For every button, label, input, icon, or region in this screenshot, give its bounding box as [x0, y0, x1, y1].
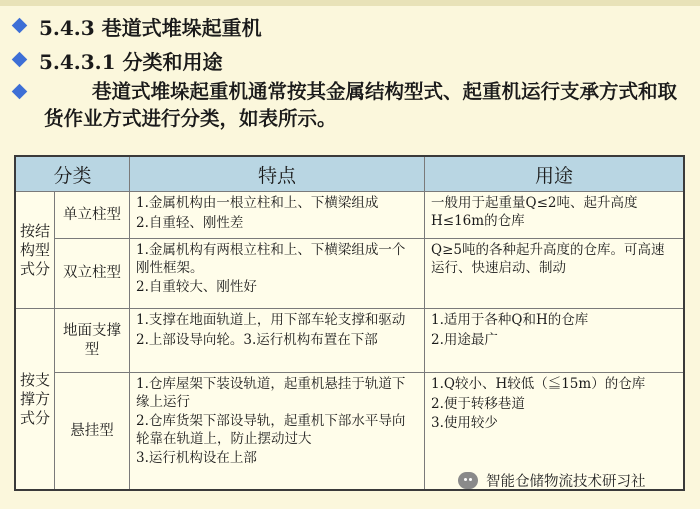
section-heading [14, 12, 262, 41]
section-heading-text: 5.4.3 巷道式堆垛起重机 [39, 16, 262, 40]
feature-line: 1.金属机构由一根立柱和上、下横梁组成 [136, 195, 379, 211]
uses-cell [425, 309, 685, 373]
category-cell: 按结构型式分 [15, 192, 55, 309]
intro-paragraph [14, 78, 686, 132]
intro-paragraph-text: 巷道式堆垛起重机通常按其金属结构型式、起重机运行支承方式和取货作业方式进行分类，如表所示。 [44, 80, 678, 130]
feature-line: 3.运行机构设在上部 [136, 450, 257, 466]
use-line: 2.用途最广 [431, 331, 498, 348]
diamond-bullet-icon [12, 18, 28, 34]
subcategory-cell: 单立柱型 [55, 192, 130, 239]
table-row [15, 309, 684, 373]
feature-line: 1.金属机构有两根立柱和上、下横梁组成一个刚性框架。 [136, 242, 406, 276]
feature-line: 2.自重较大、刚性好 [136, 279, 257, 295]
feature-line: 2.上部设导向轮。3.运行机构布置在下部 [136, 331, 378, 348]
table-row [15, 192, 684, 239]
features-cell [130, 309, 425, 373]
watermark-text: 智能仓储物流技术研习社 [486, 474, 646, 490]
feature-line: 1.仓库屋架下装设轨道，起重机悬挂于轨道下缘上运行 [136, 376, 406, 410]
header-uses: 用途 [425, 156, 685, 192]
features-cell [130, 373, 425, 491]
top-border [0, 0, 700, 6]
feature-line: 1.支撑在地面轨道上，用下部车轮支撑和驱动 [136, 312, 406, 328]
use-line: 1.Q较小、H较低（≦15m）的仓库 [431, 376, 646, 392]
subsection-heading [14, 46, 223, 75]
uses-cell [425, 192, 685, 239]
wechat-icon [458, 472, 478, 489]
category-cell: 按支撑方式分 [15, 309, 55, 491]
diamond-bullet-icon [12, 52, 28, 68]
header-features: 特点 [130, 156, 425, 192]
watermark [458, 470, 646, 491]
use-line: 一般用于起重量Q≤2吨、起升高度H≤16m的仓库 [431, 195, 638, 229]
subcategory-cell: 悬挂型 [55, 373, 130, 491]
subsection-heading-text: 5.4.3.1 分类和用途 [39, 50, 223, 74]
features-cell [130, 239, 425, 309]
subcategory-cell: 地面支撑型 [55, 309, 130, 373]
subcategory-cell: 双立柱型 [55, 239, 130, 309]
use-line: 1.适用于各种Q和H的仓库 [431, 312, 589, 328]
table-header-row [15, 156, 684, 192]
uses-cell [425, 239, 685, 309]
features-cell [130, 192, 425, 239]
classification-table [14, 155, 685, 491]
use-line: 3.使用较少 [431, 415, 498, 431]
feature-line: 2.自重轻、刚性差 [136, 214, 244, 231]
use-line: Q≥5吨的各种起升高度的仓库。可高速运行、快速启动、制动 [431, 242, 665, 276]
header-category: 分类 [15, 156, 130, 192]
table-row [15, 239, 684, 309]
use-line: 2.便于转移巷道 [431, 395, 525, 412]
feature-line: 2.仓库货架下部设导轨，起重机下部水平导向轮靠在轨道上，防止摆动过大 [136, 413, 406, 447]
